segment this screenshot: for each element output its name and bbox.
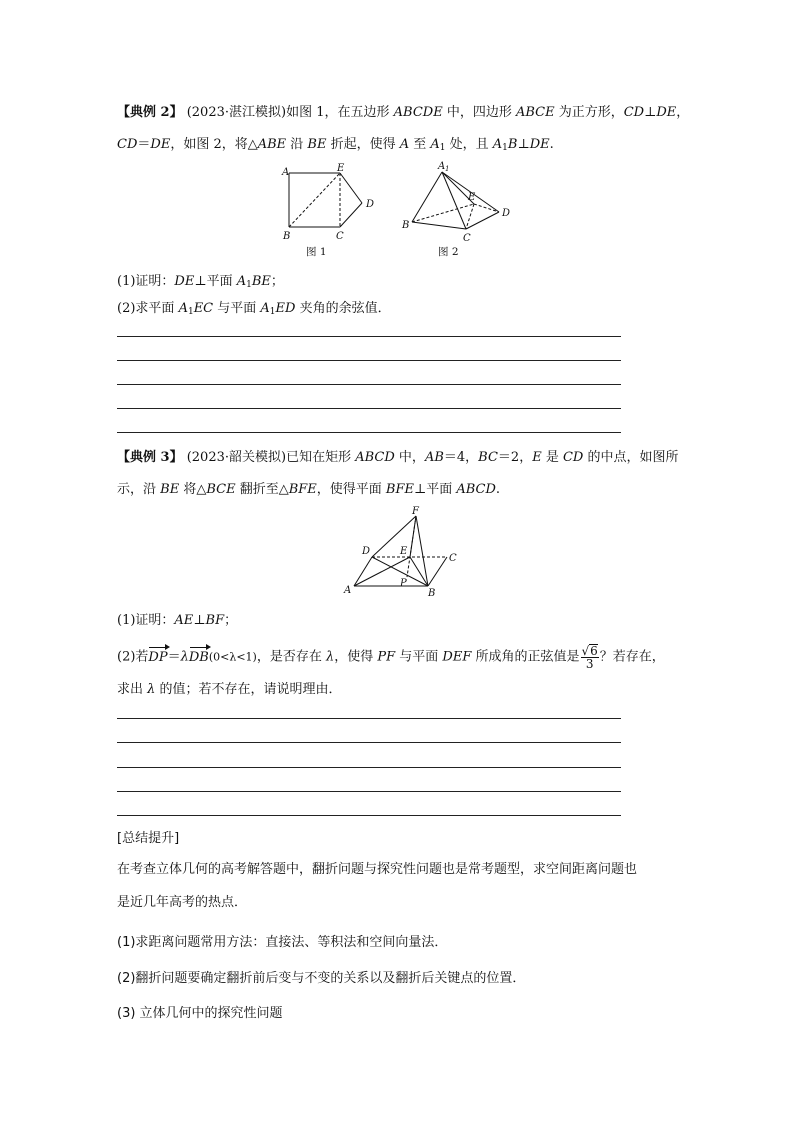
vector-DB: DB — [188, 649, 209, 665]
fig2-label-B: B — [402, 220, 410, 231]
summary-paragraph-1a: 在考查立体几何的高考解答题中，翻折问题与探究性问题也是常考题型，求空间距离问题也 — [117, 862, 638, 877]
fig1-edge-CD — [340, 203, 362, 227]
fig3-edge-FD — [372, 516, 416, 557]
fig1-label-A: A — [282, 167, 290, 178]
fig3-label-A: A — [344, 585, 352, 596]
fig3-label-E: E — [400, 546, 408, 557]
example2-line1: 【典例 2】 (2023·湛江模拟)如图 1，在五边形 ABCDE 中，四边形 ABCE 为正方形，CD⊥DE， — [117, 105, 690, 120]
fig2-edge-BC — [412, 222, 466, 229]
answer-line — [117, 742, 621, 743]
fig1-label-E: E — [337, 163, 345, 174]
summary-point-1: (1)求距离问题常用方法：直接法、等积法和空间向量法． — [117, 935, 448, 950]
fig1-edge-DE — [340, 173, 362, 203]
fig2-label-D: D — [502, 208, 511, 219]
fig3-label-F: F — [412, 506, 419, 517]
summary-heading: [总结提升] — [117, 831, 180, 846]
fig3-edge-BC — [428, 557, 447, 586]
answer-line — [117, 767, 621, 768]
vector-DP: DP — [148, 649, 168, 665]
fig1-edge-BE-dashed — [289, 173, 340, 227]
example2-source: (2023·湛江模拟) — [186, 105, 287, 120]
answer-line — [117, 336, 621, 337]
fig2-label-A1-sub: 1 — [445, 165, 450, 173]
example3-tag: 【典例 3】 — [117, 450, 183, 465]
example3-line1: 【典例 3】 (2023·韶关模拟)已知在矩形 ABCD 中，AB＝4，BC＝2，E 是 CD 的中点，如图所 — [117, 450, 679, 465]
example3-question-1: (1)证明：AE⊥BF； — [117, 613, 238, 628]
example3-line2: 示，沿 BE 将△BCE 翻折至△BFE，使得平面 BFE⊥平面 ABCD. — [117, 482, 501, 497]
figure-2-folded — [400, 160, 516, 244]
fraction-sqrt6-over-3: $\frac{√6}{3}$ — [581, 644, 598, 671]
fig3-label-B: B — [428, 588, 436, 598]
fig2-label-C: C — [463, 233, 471, 244]
example2-question-1: (1)证明：DE⊥平面 $A_1BE$； — [117, 274, 284, 290]
fig1-label-B: B — [283, 231, 291, 242]
figure-1-caption: 图 1 — [306, 246, 327, 258]
summary-point-3: (3) 立体几何中的探究性问题 — [117, 1006, 283, 1021]
example3-source: (2023·韶关模拟) — [186, 450, 287, 465]
figure-1-pentagon — [278, 163, 378, 243]
answer-line — [117, 791, 621, 792]
summary-paragraph-1b: 是近几年高考的热点． — [117, 895, 248, 910]
answer-line — [117, 384, 621, 385]
fig3-label-P: P — [400, 578, 407, 589]
example3-question-2-line1: (2)若DP＝λDB(0<λ<1)，是否存在 λ，使得 PF 与平面 DEF 所成角的正弦值是 $\frac{√6}{3}$ ？若存在， — [117, 644, 665, 671]
answer-line — [117, 432, 621, 433]
fig2-label-E: E — [468, 192, 476, 203]
figure-2-caption: 图 2 — [438, 246, 459, 258]
example2-question-2: (2)求平面 $A_1EC$ 与平面 $A_1ED$ 夹角的余弦值． — [117, 301, 391, 317]
fig1-label-C: C — [336, 231, 344, 242]
figure-3-rectangle-fold — [340, 504, 470, 598]
fig2-label-A1: A — [438, 161, 446, 172]
answer-line — [117, 408, 621, 409]
answer-line — [117, 360, 621, 361]
fig2-edge-ED-dashed — [474, 204, 499, 212]
fig3-label-C: C — [449, 553, 457, 564]
answer-line — [117, 815, 621, 816]
answer-line — [117, 718, 621, 719]
example3-question-2-line2: 求出 λ 的值；若不存在，请说明理由． — [117, 682, 342, 697]
example2-tag: 【典例 2】 — [117, 105, 183, 120]
example2-line2: CD＝DE，如图 2，将△ABE 沿 BE 折起，使得 A 至 $A_1$ 处，且 $A_1B\perp DE$. — [117, 137, 554, 153]
fig1-label-D: D — [366, 199, 375, 210]
summary-point-2: (2)翻折问题要确定翻折前后变与不变的关系以及翻折后关键点的位置． — [117, 971, 526, 986]
fig3-label-D: D — [362, 546, 371, 557]
